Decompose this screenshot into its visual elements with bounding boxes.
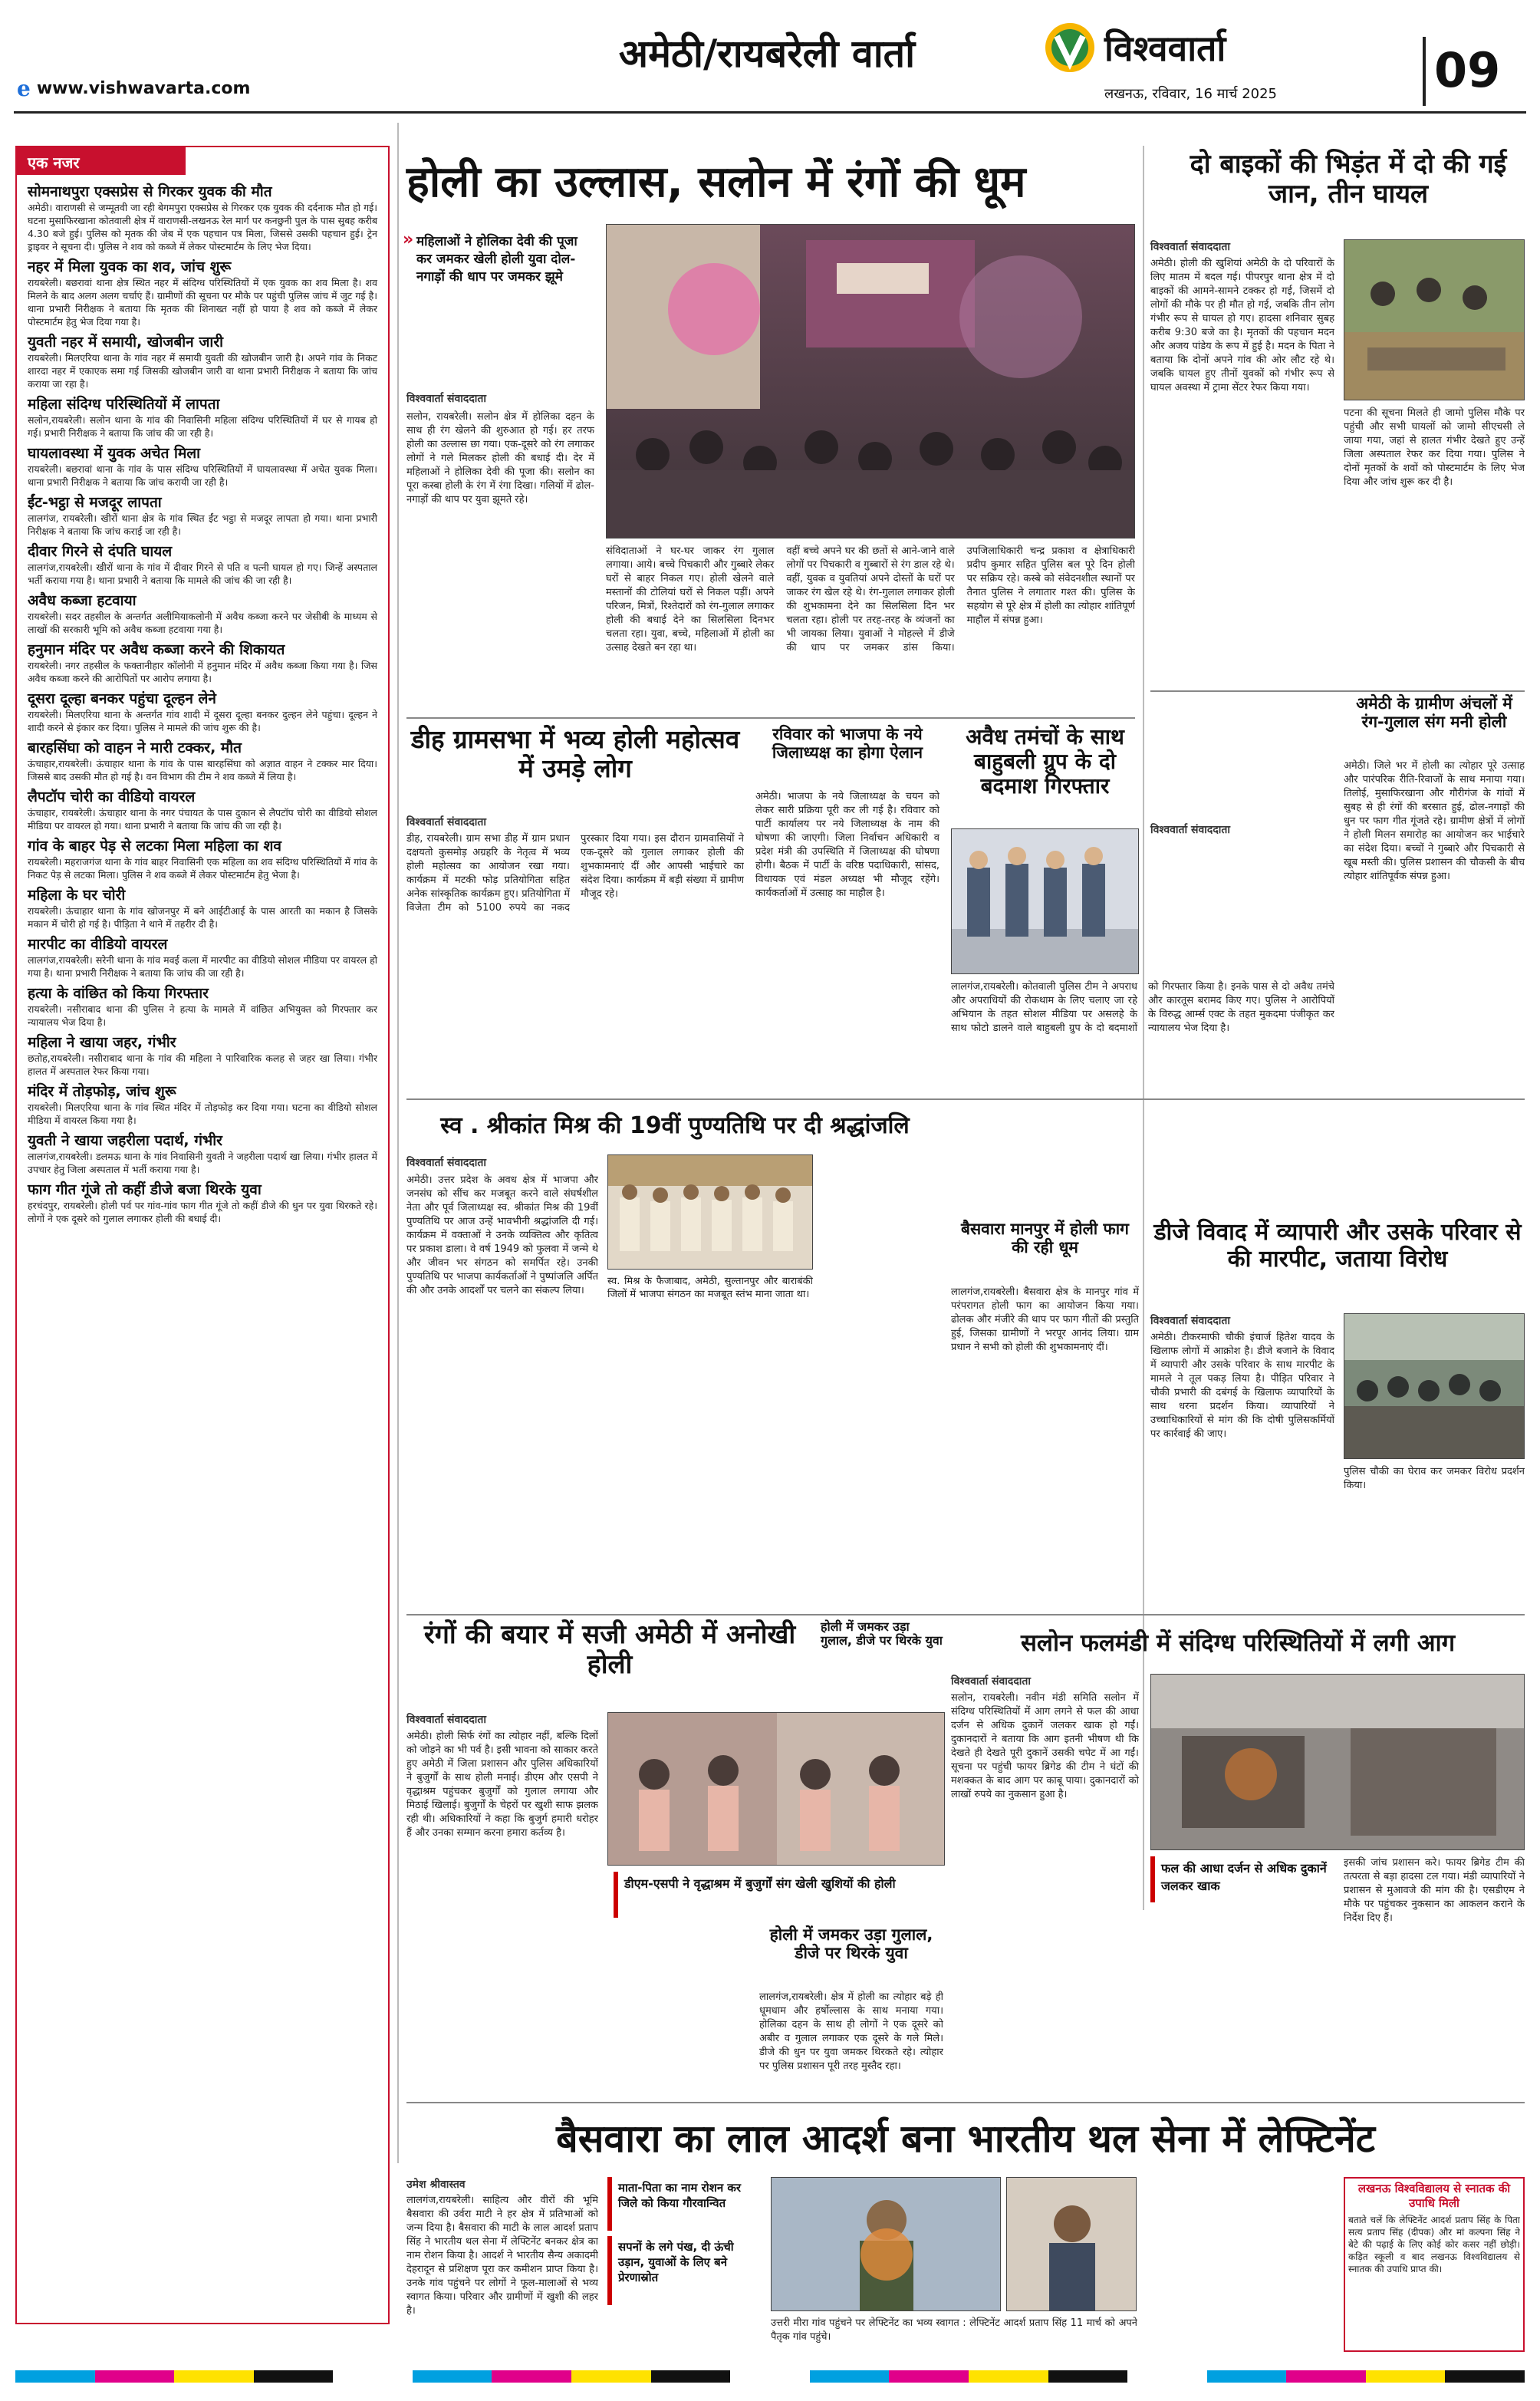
brief-text: हरचंदपुर, रायबरेली। होली पर्व पर गांव-गांव फाग गीत गूंजे तो कहीं डीजे की धुन पर युवा थिरकते रहे। लोगों ने एक दूसरे को गुलाल लगाकर होली की बधाई दी। xyxy=(28,1200,377,1224)
briefs-list xyxy=(17,175,388,1233)
brief-headline: महिला ने खाया जहर, गंभीर xyxy=(28,1034,176,1051)
logo xyxy=(1043,17,1396,78)
bike-caption: पटना की सूचना मिलते ही जामो पुलिस मौके पर पहुंची और सभी घायलों को जामो सीएचसी ले जाया गया, जहां से हालत गंभीर देखते हुए उन्हें जिला अस्पताल रेफर कर दिया गया। पुलिस ने दोनों मृतकों के शवों को पोस्टमार्टम के लिए भेज दिया और जांच शुरू कर दी है। xyxy=(1344,407,1525,488)
brief-text: लालगंज,रायबरेली। सरेनी थाना के गांव मवई कला में मारपीट का वीडियो सोशल मीडिया पर वायरल हो गया है। थाना प्रभारी निरीक्षक ने बताया कि जांच की जा रही है। xyxy=(28,954,377,979)
brief-text: रायबरेली। मिलएरिया थाना के गांव स्थित मंदिर में तोड़फोड़ कर दिया गया। घटना का वीडियो सोशल मीडिया में वायरल किया गया है। xyxy=(28,1102,377,1126)
brief-text: रायबरेली। नगर तहसील के फक्तानीहार कॉलोनी में हनुमान मंदिर में अवैध कब्जा किया गया है। जिस अवैध कब्जा करने की आरोपितों पर आरोप लगाया है। xyxy=(28,660,377,684)
brief-headline: मारपीट का वीडियो वायरल xyxy=(28,936,168,953)
gulal-body: लालगंज,रायबरेली। क्षेत्र में होली का त्योहार बड़े ही धूमधाम और हर्षोल्लास के साथ मनाया गया। होलिका दहन के साथ ही लोगों ने एक दूसरे को अबीर व गुलाल लगाकर एक दूसरे के गले मिले। डीजे की धुन पर युवा जमकर थिरकते रहे। त्योहार पर पुलिस प्रशासन पूरी तरह मुस्तैद रहा। xyxy=(759,1991,943,2072)
brief-text: ऊंचाहार, रायबरेली। ऊंचाहार थाना के नगर पंचायत के पास दुकान से लैपटॉप चोरी का वीडियो सोशल मीडिया पर वायरल हो गया। थाना प्रभारी ने बताया कि जांच की जा रही है। xyxy=(28,807,377,832)
ie-icon: e xyxy=(17,75,31,101)
deeh-headline: डीह ग्रामसभा में भव्य होली महोत्सव में उमड़े लोग xyxy=(410,724,740,783)
army-pull-2: सपनों के लगे पंख, दी ऊंची उड़ान, युवाओं के लिए बने प्रेरणास्रोत xyxy=(607,2236,761,2305)
brief-headline: नहर में मिला युवक का शव, जांच शुरू xyxy=(28,259,232,275)
army-byline: उमेश श्रीवास्तव xyxy=(406,2179,466,2191)
brief-headline: लैपटॉप चोरी का वीडियो वायरल xyxy=(28,789,196,805)
logo-mark-icon xyxy=(1043,21,1097,74)
holi-crowd-photo xyxy=(606,224,1135,538)
rangon-pull-quote: डीएम-एसपी ने वृद्धाश्रम में बुजुर्गों संग खेली खुशियों की होली xyxy=(614,1872,936,1918)
shrikant-byline: विश्ववार्ता संवाददाता xyxy=(406,1157,487,1169)
bike-byline: विश्ववार्ता संवाददाता xyxy=(1150,241,1231,253)
arms-photo xyxy=(951,828,1139,974)
fag-body: लालगंज,रायबरेली। बैसवारा क्षेत्र के मानपुर गांव में परंपरागत होली फाग का आयोजन किया गया। ढोलक और मंजीरे की थाप पर फाग गीतों की प्रस्तुति हुई, जिसका ग्रामीणों ने भरपूर आनंद लिया। ग्राम प्रधान ने सभी को होली की शुभकामनाएं दीं। xyxy=(951,1286,1139,1353)
gulal-headline-main: होली में जमकर उड़ा गुलाल, डीजे पर थिरके युवा xyxy=(769,1925,933,1963)
army-pull-1: माता-पिता का नाम रोशन कर जिले को किया गौरवान्वित xyxy=(607,2177,761,2231)
lead-body-more: वहीं बच्चे अपने घर की छतों से आने-जाने वाले लोगों पर पिचकारी व गुब्बारों से रंग डाल रहे थे। वहीं, युवक व युवतियां अपने दोस्तों के घरों पर जाकर रंग खेल रहे थे। रंग-गुलाल लगाकर होली की शुभकामना देने का सिलसिला दिन भर चलता रहा। होली पर तरह-तरह के व्यंजनों का भी जायका लिया। युवाओं ने मोहल्ले में डीजे की धाप पर जमकर डांस किया। उपजिलाधिकारी चन्द्र प्रकाश व क्षेत्राधिकारी प्रदीप कुमार सहित पुलिस बल पूरे दिन होली पर सक्रिय रहे। कस्बे को संवेदनशील स्थानों पर तैनात पुलिस ने लगातार गश्त की। पुलिस के सहयोग से पूरे क्षेत्र में होली का त्योहार शांतिपूर्ण माहौल में संपन्न हुआ। xyxy=(786,545,1135,654)
brief-headline: बारहसिंघा को वाहन ने मारी टक्कर, मौत xyxy=(28,739,242,756)
army-headline: बैसवारा का लाल आदर्श बना भारतीय थल सेना में लेफ्टिनेंट xyxy=(556,2116,1375,2161)
brief-headline: दीवार गिरने से दंपति घायल xyxy=(28,543,173,560)
brief-headline: हनुमान मंदिर पर अवैध कब्जा करने की शिकायत xyxy=(28,641,285,658)
masthead-rule xyxy=(14,111,1526,114)
rule xyxy=(406,1098,1525,1100)
rule xyxy=(406,2102,1525,2103)
brief-headline: महिला संदिग्ध परिस्थितियों में लापता xyxy=(28,396,220,413)
rangon-body: अमेठी। होली सिर्फ रंगों का त्योहार नहीं, बल्कि दिलों को जोड़ने का भी पर्व है। इसी भावना को साकार करते हुए अमेठी में जिला प्रशासन और पुलिस अधिकारियों ने बुजुर्गों के साथ होली मनाई। डीएम और एसपी ने वृद्धाश्रम पहुंचकर बुजुर्गों को गुलाल लगाया और मिठाई खिलाई। बुजुर्गों के चेहरों पर खुशी साफ झलक रही थी। अधिकारियों ने कहा कि बुजुर्ग हमारी धरोहर हैं और उनका सम्मान करना हमारा कर्तव्य है। xyxy=(406,1731,598,1839)
dj-body: अमेठी। टीकरमाफी चौकी इंचार्ज हितेश यादव के खिलाफ लोगों में आक्रोश है। डीजे बजाने के विवाद में व्यापारी और उसके परिवार के साथ मारपीट के मामले ने तूल पकड़ लिया है। पीड़ित परिवार ने चौकी प्रभारी की दबंगई के खिलाफ व्यापारियों के साथ धरना प्रदर्शन किया। व्यापारियों ने उच्चाधिकारियों से मांग की कि दोषी पुलिसकर्मियों पर कार्रवाई की जाए। xyxy=(1150,1332,1334,1440)
brief-text: लालगंज, रायबरेली। खीरों थाना क्षेत्र के गांव स्थित ईंट भट्ठा से मजदूर लापता हो गया। थाना प्रभारी निरीक्षक ने बताया कि जांच कराई जा रही है। xyxy=(28,512,377,537)
bjp-headline: रविवार को भाजपा के नये जिलाध्यक्ष का होगा ऐलान xyxy=(772,725,923,762)
deeh-body: डीह, रायबरेली। ग्राम सभा डीह में ग्राम प्रधान दक्षयतो कुसमोड़ अग्रहरि के नेतृत्व में भव्य होली महोत्सव का आयोजन रखा गया। कार्यक्रम में मटकी फोड़ प्रतियोगिता सहित अनेक सांस्कृतिक कार्यक्रम हुए। प्रतियोगिता में विजेता टीम को 5100 रुपये का नकद पुरस्कार दिया गया। इस दौरान ग्रामवासियों ने एक-दूसरे को गुलाल लगाकर होली की शुभकामनाएं दीं और आपसी भाईचारे का संदेश दिया। कार्यक्रम में बड़ी संख्या में ग्रामीण मौजूद रहे। xyxy=(406,833,744,914)
brief-headline: युवती ने खाया जहरीला पदार्थ, गंभीर xyxy=(28,1132,222,1149)
army-sidebar xyxy=(1344,2177,1525,2352)
brief-headline: महिला के घर चोरी xyxy=(28,887,126,904)
lead-body-col2: संविदाताओं ने घर-घर जाकर रंग गुलाल लगाया। आये। बच्चे पिचकारी और गुब्बारे लेकर घरों से बाहर निकल गए। होली खेलने वाले मस्तानों की टोलियां घरों से निकल पड़ीं। अपने परिजन, मित्रों, रिश्तेदारों को रंग-गुलाल लगाकर होली की बधाई देने का सिलसिला दिनभर चलता रहा। युवा, बच्चे, महिलाओं में होली का उत्साह देखते बन रहा था। वहीं बच्चे अपने घर की छतों से आने-जाने वाले लोगों पर पिचकारी व गुब्बारों से रंग डाल रहे थे। वहीं, युवक व युवतियां अपने दोस्तों के घरों पर जाकर रंग खेल रहे थे। रंग-गुलाल लगाकर होली की शुभकामना देने का सिलसिला दिन भर चलता रहा। होली पर तरह-तरह के व्यंजनों का भी जायका लिया। युवाओं ने मोहल्ले में डीजे की धाप पर जमकर डांस किया। उपजिलाधिकारी चन्द्र प्रकाश व क्षेत्राधिकारी प्रदीप कुमार सहित पुलिस बल पूरे दिन होली पर सक्रिय रहे। कस्बे को संवेदनशील स्थानों पर तैनात पुलिस ने लगातार गश्त की। पुलिस के सहयोग से पूरे क्षेत्र में होली का त्योहार शांतिपूर्ण माहौल में संपन्न हुआ। xyxy=(606,545,1135,654)
army-caption: उत्तरी मीरा गांव पहुंचने पर लेफ्टिनेंट का भव्य स्वागत : लेफ्टिनेंट आदर्श प्रताप सिंह 11 मार्च को अपने पैतृक गांव पहुंचे। xyxy=(771,2317,1137,2343)
fag-headline: बैसवारा मानपुर में होली फाग की रही धूम xyxy=(960,1220,1130,1257)
dj-caption: पुलिस चौकी का घेराव कर जमकर विरोध प्रदर्शन किया। xyxy=(1344,1466,1525,1491)
ek-nazar-label: एक नजर xyxy=(17,147,186,175)
website-url[interactable]: www.vishwavarta.com xyxy=(36,78,251,98)
brief-headline: ईंट-भट्ठा से मजदूर लापता xyxy=(28,494,162,511)
arms-headline: अवैध तमंचों के साथ बाहुबली ग्रुप के दो बदमाश गिरफ्तार xyxy=(966,724,1124,799)
brief-text: रायबरेली। मिलएरिया थाना के गांव नहर में समायी युवती की खोजबीन जारी है। अपने गांव के निकट शारदा नहर में एकाएक समा गई जिसकी खोजबीन जारी वा थाना प्रभारी निरीक्षक ने बताया कि जांच कराया जा रहा है। xyxy=(28,352,377,390)
brief-text: रायबरेली। बछरावां थाना के गांव के पास संदिग्ध परिस्थितियों में घायलावस्था में अचेत युवक मिला। थाना प्रभारी निरीक्षक ने बताया कि जांच करायी जा रही है। xyxy=(28,463,377,488)
bike-accident-photo xyxy=(1344,239,1525,400)
army-photo-1 xyxy=(771,2177,1001,2311)
army-sidebar-body: बताते चलें कि लेफ्टिनेंट आदर्श प्रताप सिंह के पिता सत्य प्रताप सिंह (दीपक) और मां कल्पना सिंह ने बेटे की पढ़ाई के लिए कोई कोर कसर नहीं छोड़ी। कड़ित स्कूली व बाद लखनऊ विश्वविद्यालय से स्नातक की उपाधि प्राप्त की। xyxy=(1348,2215,1520,2274)
logo-text: विश्ववार्ता xyxy=(1104,28,1226,69)
dj-protest-photo xyxy=(1344,1313,1525,1459)
dateline: लखनऊ, रविवार, 16 मार्च 2025 xyxy=(1104,86,1278,102)
brief-headline: गांव के बाहर पेड़ से लटका मिला महिला का शव xyxy=(28,838,281,855)
army-body: लालगंज,रायबरेली। साहित्य और वीरों की भूमि बैसवारा की उर्वरा माटी ने हर क्षेत्र में प्रतिभाओं को जन्म दिया है। बैसवारा की माटी के लाल आदर्श प्रताप सिंह ने भारतीय थल सेना में लेफ्टिनेंट बनकर क्षेत्र का नाम रोशन किया है। आदर्श ने भारतीय सैन्य अकादमी देहरादून से प्रशिक्षण पूरा कर कमीशन प्राप्त किया है। उनके गांव पहुंचने पर लोगों ने फूल-मालाओं से भव्य स्वागत किया। परिवार और ग्रामीणों में खुशी की लहर है। xyxy=(406,2195,598,2317)
rangon-headline: रंगों की बयार में सजी अमेठी में अनोखी होली xyxy=(423,1619,796,1681)
brief-text: छतोह,रायबरेली। नसीराबाद थाना के गांव की महिला ने पारिवारिक कलह से जहर खा लिया। गंभीर हालत में अस्पताल रेफर किया गया। xyxy=(28,1052,377,1077)
brief-text: ऊंचाहार,रायबरेली। ऊंचाहार थाना के गांव के पास बारहसिंघा को अज्ञात वाहन ने टक्कर मार दिया। जिससे बाद उसकी मौत हो गई है। वन विभाग की टीम ने शव कब्जे में लिया है। xyxy=(28,758,377,782)
brief-text: रायबरेली। सदर तहसील के अन्तर्गत अलीमियाकलोनी में अवैध कब्जा करने पर जेसीबी के माध्यम से लाखों की सरकारी भूमि को अवैध कब्जा हटवाया गया है। xyxy=(28,611,377,635)
rule xyxy=(406,1614,1525,1615)
brief-headline: युवती नहर में समायी, खोजबीन जारी xyxy=(28,334,224,351)
brief-text: रायबरेली। मिलएरिया थाना के अन्तर्गत गांव शादी में दूसरा दूल्हा बनकर दुल्हन लेने पहुंचा। दूल्हन ने शादी करने से इंकार कर दिया। पुलिस ने मामले की जांच शुरू की है। xyxy=(28,709,377,733)
amethi-holi-headline: अमेठी के ग्रामीण अंचलों में रंग-गुलाल संग मनी होली xyxy=(1356,694,1512,732)
shrikant-caption: स्व. मिश्र के फैजाबाद, अमेठी, सुल्तानपुर और बाराबंकी जिलों में भाजपा संगठन का मजबूत स्तंभ माना जाता था। xyxy=(607,1276,813,1300)
dj-byline: विश्ववार्ता संवाददाता xyxy=(1150,1315,1231,1327)
army-body-2 xyxy=(1150,2177,1334,2352)
bike-body: अमेठी। होली की खुशियां अमेठी के दो परिवारों के लिए मातम में बदल गई। पीपरपुर थाना क्षेत्र में दो बाइकों की आमने-सामने टक्कर हो गई, जिसमें दो लोगों की मौके पर ही मौत हो गई, जबकि तीन लोग गंभीर रूप से घायल हो गए। हादसा शनिवार सुबह करीब 9:30 बजे का है। मृतकों की पहचान मदन और अजय पांडेय के रूप में हुई है। मदन के पिता ने बताया कि दोनों अपने गांव की ओर लौट रहे थे। जबकि घायल हुए तीनों युवकों को गंभीर रूप से घायल अवस्था में ट्रामा सेंटर रेफर किया गया। xyxy=(1150,258,1334,394)
ek-nazar-column xyxy=(15,146,390,2324)
brief-headline: हत्या के वांछित को किया गिरफ्तार xyxy=(28,985,209,1002)
lead-byline: विश्ववार्ता संवाददाता xyxy=(406,393,487,405)
amethi-holi-body: अमेठी। जिले भर में होली का त्योहार पूरे उत्साह और पारंपरिक रीति-रिवाजों के साथ मनाया गया। तिलोई, मुसाफिरखाना और गौरीगंज के गांवों में सुबह से ही रंगों की बरसात हुई, ढोल-नगाड़ों की धुन पर फाग गीत गूंजते रहे। ग्रामीण क्षेत्रों में लोगों ने होली मिलन समारोह का आयोजन कर भाईचारे का संदेश दिया। बच्चों ने गुब्बारे और पिचकारी से खूब मस्ती की। पुलिस प्रशासन की चौकसी के बीच त्योहार शांतिपूर्वक संपन्न हुआ। xyxy=(1344,760,1525,882)
column-rule xyxy=(397,123,399,2163)
brief-headline: फाग गीत गूंजे तो कहीं डीजे बजा थिरके युवा xyxy=(28,1181,262,1198)
rangon-photo xyxy=(607,1712,945,1866)
army-photo-2 xyxy=(1006,2177,1137,2311)
brief-text: सलोन,रायबरेली। सलोन थाना के गांव की निवासिनी महिला संदिग्ध परिस्थितियों में घर से गायब हो गई। प्रभारी निरीक्षक ने बताया कि जांच की जा रही है। xyxy=(28,414,377,439)
newspaper-page: e www.vishwavarta.com अमेठी/रायबरेली वार्ता विश्ववार्ता लखनऊ, रविवार, 16 मार्च 2025 09 एक नजर सोमनाथपुरा एक्सप्रेस से गिरकर युवक की मौत अमेठी। वाराणसी से जम्मूतवी जा रही बेगमपुरा एक्सप्रेस से गिरकर एक युवक की दर्दनाक मौत हो गई। घटना मुसाफिरखाना कोतवाली क्षेत्र में वाराणसी-लखनऊ रेल मार्ग पर कनछुनी पुल के पास सुबह करीब 4.30 बजे हुई। पुलिस को मृतक की जेब में एक पहचान पत्र मिला, जिससे उसकी पहचान हुई। ट्रेन ड्राइवर ने सूचना दी। पुलिस ने शव को कब्जे में लेकर पोस्टमार्टम के लिए भेज दिया। नहर में मिला युवक का शव, जांच शुरू रायबरेली। बछरावां थाना क्षेत्र स्थित नहर में संदिग्ध परिस्थितियों में एक युवक का शव मिला है। शव मिलने के बाद अलग अलग चर्चाएं हैं। ग्रामीणों की सूचना पर मौके पर पहुंची पुलिस जांच में जुट गई है। थाना प्रभारी निरीक्षक ने बताया कि मृतक की शिनाख्त नहीं हो पाया है शव को कब्जे में लेकर पोस्टमार्टम हेतु भेज दिया गया है। युवती नहर में समायी, खोजबीन जारी रायबरेली। मिलएरिया थाना के गांव नहर में समायी युवती की खोजबीन जारी है। अपने गांव के निकट शारदा नहर में एकाएक समा गई जिसकी खोजबीन जारी वा थाना प्रभारी निरीक्षक ने बताया कि जांच कराया जा रहा है। महिला संदिग्ध परिस्थितियों में लापता सलोन,रायबरेली। सलोन थाना के गांव की निवासिनी महिला संदिग्ध परिस्थितियों में घर से गायब हो गई। प्रभारी निरीक्षक ने बताया कि जांच की जा रही है। घायलावस्था में युवक अचेत मिला रायबरेली। बछरावां थाना के गांव के पास संदिग्ध परिस्थितियों में घायलावस्था में अचेत युवक मिला। थाना प्रभारी निरीक्षक ने बताया कि जांच करायी जा रही है। ईंट-भट्ठा से मजदूर लापता लालगंज, रायबरेली। खीरों थाना क्षेत्र के गांव स्थित ईंट भट्ठा से मजदूर लापता हो गया। थाना प्रभारी निरीक्षक ने बताया कि जांच कराई जा रही है। दीवार गिरने से दंपति घायल लालगंज,रायबरेली। खीरों थाना के गांव में दीवार गिरने से पति व पत्नी घायल हो गए। जिन्हें अस्पताल भर्ती कराया गया है। थाना प्रभारी ने बताया कि मामले की जांच की जा रही है। अवैध कब्जा हटवाया रायबरेली। सदर तहसील के अन्तर्गत अलीमियाकलोनी में अवैध कब्जा करने पर जेसीबी के माध्यम से लाखों की सरकारी भूमि को अवैध कब्जा हटवाया गया है। हनुमान मंदिर पर अवैध कब्जा करने की शिकायत रायबरेली। नगर तहसील के फक्तानीहार कॉलोनी में हनुमान मंदिर में अवैध कब्जा किया गया है। जिस अवैध कब्जा करने की आरोपितों पर आरोप लगाया है। दूसरा दूल्हा बनकर पहुंचा दूल्हन लेने रायबरेली। मिलएरिया थाना के अन्तर्गत गांव शादी में दूसरा दूल्हा बनकर दुल्हन लेने पहुंचा। दूल्हन ने शादी करने से इंकार कर दिया। पुलिस ने मामले की जांच शुरू की है। बारहसिंघा को वाहन ने मारी टक्कर, मौत ऊंचाहार,रायबरेली। ऊंचाहार थाना के गांव के पास बारहसिंघा को अज्ञात वाहन ने टक्कर मार दिया। जिससे बाद उसकी मौत हो गई है। वन विभाग की टीम ने शव कब्जे में लिया है। लैपटॉप चोरी का वीडियो वायरल ऊंचाहार, रायबरेली। ऊंचाहार थाना के नगर पंचायत के पास दुकान से लैपटॉप चोरी का वीडियो सोशल मीडिया पर वायरल हो गया। थाना प्रभारी ने बताया कि जांच की जा रही है। गांव के बाहर पेड़ से लटका मिला महिला का शव रायबरेली। महराजगंज थाना के गांव बाहर निवासिनी एक महिला का शव संदिग्ध परिस्थितियों में गांव के निकट पेड़ से लटका मिला। पुलिस ने शव कब्जे में लेकर पोस्टमार्टम हेतु भेजा है। महिला के घर चोरी रायबरेली। ऊंचाहार थाना के गांव खोजनपुर में बने आईटीआई के पास आरती का मकान है जिसके मकान में चोरी हो गई है। पीड़िता ने थाने में तहरीर दी है। मारपीट का वीडियो वायरल लालगंज,रायबरेली। सरेनी थाना के गांव मवई कला में मारपीट का वीडियो सोशल मीडिया पर वायरल हो गया है। थाना प्रभारी निरीक्षक ने बताया कि जांच की जा रही है। हत्या के वांछित को किया गिरफ्तार रायबरेली। नसीराबाद थाना की पुलिस ने हत्या के मामले में वांछित अभियुक्त को गिरफ्तार कर न्यायालय भेज दिया है। महिला ने खाया जहर, गंभीर छतोह,रायबरेली। नसीराबाद थाना के गांव की महिला ने पारिवारिक कलह से जहर खा लिया। गंभीर हालत में अस्पताल रेफर किया गया। मंदिर में तोड़फोड़, जांच शुरू रायबरेली। मिलएरिया थाना के गांव स्थित मंदिर में तोड़फोड़ कर दिया गया। घटना का वीडियो सोशल मीडिया में वायरल किया गया है। युवती ने खाया जहरीला पदार्थ, गंभीर लालगंज,रायबरेली। डलमऊ थाना के गांव निवासिनी युवती ने जहरीला पदार्थ खा लिया। गंभीर हालत में उपचार हेतु जिला अस्पताल में भर्ती कराया गया है। फाग गीत गूंजे तो कहीं डीजे बजा थिरके युवा हरचंदपुर, रायबरेली। होली पर्व पर गांव-गांव फाग गीत गूंजे तो कहीं डीजे की धुन पर युवा थिरकते रहे। लोगों ने एक दूसरे को गुलाल लगाकर होली की बधाई दी। होली का उल्लास, सलोन में रंगों की धूम महिलाओं ने होलिका देवी की पूजा कर जमकर खेली होली युवा दोल-नगाड़ों की धाप पर जमकर झूमे » विश्ववार्ता संवाददाता सलोन, रायबरेली। सलोन क्षेत्र में होलिका दहन के साथ ही रंग खेलने की शुरुआत हो गई। हर तरफ होली का उल्लास छा गया। एक-दूसरे को रंग लगाकर लोगों ने गले मिलकर होली की बधाई दी। देर में महिलाओं ने होलिका देवी की पूजा की। सलोन का पूरा कस्बा होली के रंग में रंगा दिखा। गलियों में ढोल-नगाड़ों की थाप पर युवा झूमते रहे। संविदाताओं ने घर-घर जाकर रंग गुलाल लगाया। आये। बच्चे पिचकारी और गुब्बारे लेकर घरों से बाहर निकल गए। होली खेलने वाले मस्तानों की टोलियां घरों से निकल पड़ीं। अपने परिजन, मित्रों, रिश्तेदारों को रंग-गुलाल लगाकर होली की बधाई देने का सिलसिला दिनभर चलता रहा। युवा, बच्चे, महिलाओं में होली का उत्साह देखते बन रहा था। वहीं बच्चे अपने घर की छतों से आने-जाने वाले लोगों पर पिचकारी व गुब्बारों से रंग डाल रहे थे। वहीं, युवक व युवतियां अपने दोस्तों के घरों पर जाकर रंग खेल रहे थे। रंग-गुलाल लगाकर होली की शुभकामना देने का सिलसिला दिन भर चलता रहा। होली पर तरह-तरह के व्यंजनों का भी जायका लिया। युवाओं ने मोहल्ले में डीजे की धाप पर जमकर डांस किया। उपजिलाधिकारी चन्द्र प्रकाश व क्षेत्राधिकारी प्रदीप कुमार सहित पुलिस बल पूरे दिन होली पर सक्रिय रहे। कस्बे को संवेदनशील स्थानों पर तैनात पुलिस ने लगातार गश्त की। पुलिस के सहयोग से पूरे क्षेत्र में होली का त्योहार शांतिपूर्ण माहौल में संपन्न हुआ। दो बाइकों की भिड़ंत में दो की गई जान, तीन घायल विश्ववार्ता संवाददाता अमेठी। होली की खुशियां अमेठी के दो परिवारों के लिए मातम में बदल गई। पीपरपुर थाना क्षेत्र में दो बाइकों की आमने-सामने टक्कर हो गई, जिसमें दो लोगों की मौके पर ही मौत हो गई, जबकि तीन लोग गंभीर रूप से घायल हो गए। हादसा शनिवार सुबह करीब 9:30 बजे का है। मृतकों की पहचान मदन और अजय पांडेय के रूप में हुई है। मदन के पिता ने बताया कि दोनों अपने गांव की ओर लौट रहे थे। जबकि घायल हुए तीनों युवकों को गंभीर रूप से घायल अवस्था में ट्रामा सेंटर रेफर किया गया। पटना की सूचना मिलते ही जामो पुलिस मौके पर पहुंची और सभी घायलों को जामो सीएचसी ले जाया गया, जहां से हालत गंभीर देखते हुए उन्हें जिला अस्पताल रेफर कर दिया गया। पुलिस ने दोनों मृतकों के शवों को पोस्टमार्टम के लिए भेज दिया और जांच शुरू कर दी है। डीह ग्रामसभा में भव्य होली महोत्सव में उमड़े लोग विश्ववार्ता संवाददाता डीह, रायबरेली। ग्राम सभा डीह में ग्राम प्रधान दक्षयतो कुसमोड़ अग्रहरि के नेतृत्व में भव्य होली महोत्सव का आयोजन रखा गया। कार्यक्रम में मटकी फोड़ प्रतियोगिता सहित अनेक सांस्कृतिक कार्यक्रम हुए। प्रतियोगिता में विजेता टीम को 5100 रुपये का नकद पुरस्कार दिया गया। इस दौरान ग्रामवासियों ने एक-दूसरे को गुलाल लगाकर होली की शुभकामनाएं दीं और आपसी भाईचारे का संदेश दिया। कार्यक्रम में बड़ी संख्या में ग्रामीण मौजूद रहे। रविवार को भाजपा के नये जिलाध्यक्ष का होगा ऐलान अमेठी। भाजपा के नये जिलाध्यक्ष के चयन को लेकर सारी प्रक्रिया पूरी कर ली गई है। रविवार को पार्टी कार्यालय पर नये जिलाध्यक्ष के नाम की घोषणा की जाएगी। जिला निर्वाचन अधिकारी व प्रदेश मंत्री की उपस्थिति में जिलाध्यक्ष की घोषणा होगी। बैठक में पार्टी के वरिष्ठ पदाधिकारी, सांसद, विधायक एवं मंडल अध्यक्ष भी मौजूद रहेंगे। कार्यकर्ताओं में उत्साह का माहौल है। अवैध तमंचों के साथ बाहुबली ग्रुप के दो बदमाश गिरफ्तार विश्ववार्ता संवाददाता लालगंज,रायबरेली। कोतवाली पुलिस टीम ने अपराध और अपराधियों की रोकथाम के लिए चलाए जा रहे अभियान के तहत सोशल मीडिया पर असलहे के साथ फोटो डालने वाले बाहुबली ग्रुप के दो बदमाशों को गिरफ्तार किया है। इनके पास से दो अवैध तमंचे और कारतूस बरामद किए गए। पुलिस ने आरोपियों के विरुद्ध आर्म्स एक्ट के तहत मुकदमा पंजीकृत कर न्यायालय भेज दिया है। अमेठी के ग्रामीण अंचलों में रंग-गुलाल संग मनी होली अमेठी। जिले भर में होली का त्योहार पूरे उत्साह और पारंपरिक रीति-रिवाजों के साथ मनाया गया। तिलोई, मुसाफिरखाना और गौरीगंज के गांवों में सुबह से ही रंगों की बरसात हुई, ढोल-नगाड़ों की धुन पर फाग गीत गूंजते रहे। ग्रामीण क्षेत्रों में लोगों ने होली मिलन समारोह का आयोजन कर भाईचारे का संदेश दिया। बच्चों ने गुब्बारे और पिचकारी से खूब मस्ती की। पुलिस प्रशासन की चौकसी के बीच त्योहार शांतिपूर्वक संपन्न हुआ। स्व . श्रीकांत मिश्र की 19वीं पुण्यतिथि पर दी श्रद्धांजलि विश्ववार्ता संवाददाता अमेठी। उत्तर प्रदेश के अवध क्षेत्र में भाजपा और जनसंघ को सींच कर मजबूत करने वाले संघर्षशील नेता और पूर्व जिलाध्यक्ष स्व. श्रीकांत मिश्र की 19वीं पुण्यतिथि पर आज उन्हें भावभीनी श्रद्धांजलि दी गई। कार्यक्रम में वक्ताओं ने उनके व्यक्तित्व और कृतित्व पर प्रकाश डाला। वे वर्ष 1949 को फुलवा में जन्मे थे और जीवन भर संगठन को समर्पित रहे। उनकी पुण्यतिथि पर भाजपा कार्यकर्ताओं ने पुष्पांजलि अर्पित की और उनके आदर्शों पर चलने का संकल्प लिया। स्व. मिश्र के फैजाबाद, अमेठी, सुल्तानपुर और बाराबंकी जिलों में भाजपा संगठन का मजबूत स्तंभ माना जाता था। बैसवारा मानपुर में होली फाग की रही धूम लालगंज,रायबरेली। बैसवारा क्षेत्र के मानपुर गांव में परंपरागत होली फाग का आयोजन किया गया। ढोलक और मंजीरे की थाप पर फाग गीतों की प्रस्तुति हुई, जिसका ग्रामीणों ने भरपूर आनंद लिया। ग्राम प्रधान ने सभी को होली की शुभकामनाएं दीं। डीजे विवाद में व्यापारी और उसके परिवार से की मारपीट, जताया विरोध विश्ववार्ता संवाददाता अमेठी। टीकरमाफी चौकी इंचार्ज हितेश यादव के खिलाफ लोगों में आक्रोश है। डीजे बजाने के विवाद में व्यापारी और उसके परिवार के साथ मारपीट के मामले ने तूल पकड़ लिया है। पीड़ित परिवार ने चौकी प्रभारी की दबंगई के खिलाफ व्यापारियों के साथ धरना प्रदर्शन किया। व्यापारियों ने उच्चाधिकारियों से मांग की कि दोषी पुलिसकर्मियों पर कार्रवाई की जाए। पुलिस चौकी का घेराव कर जमकर विरोध प्रदर्शन किया। रंगों की बयार में सजी अमेठी में अनोखी होली विश्ववार्ता संवाददाता अमेठी। होली सिर्फ रंगों का त्योहार नहीं, बल्कि दिलों को जोड़ने का भी पर्व है। इसी भावना को साकार करते हुए अमेठी में जिला प्रशासन और पुलिस अधिकारियों ने बुजुर्गों के साथ होली मनाई। डीएम और एसपी ने वृद्धाश्रम पहुंचकर बुजुर्गों को गुलाल लगाया और मिठाई खिलाई। बुजुर्गों के चेहरों पर खुशी साफ झलक रही थी। अधिकारियों ने कहा कि बुजुर्ग हमारी धरोहर हैं और उनका सम्मान करना हमारा कर्तव्य है। डीएम-एसपी ने वृद्धाश्रम में बुजुर्गों संग खेली खुशियों की होली होली में जमकर उड़ा गुलाल, डीजे पर थिरके युवा सलोन फलमंडी में संदिग्ध परिस्थितियों में लगी आग विश्ववार्ता संवाददाता सलोन, रायबरेली। नवीन मंडी समिति सलोन में संदिग्ध परिस्थितियों में आग लगने से फल की आधा दर्जन से अधिक दुकानें जलकर खाक हो गईं। दुकानदारों ने बताया कि आग इतनी भीषण थी कि देखते ही देखते पूरी दुकानें उसकी चपेट में आ गईं। सूचना पर पहुंची फायर ब्रिगेड की टीम ने घंटों की मशक्कत के बाद आग पर काबू पाया। दुकानदारों को लाखों रुपये का नुकसान हुआ है। फल की आधा दर्जन से अधिक दुकानें जलकर खाक इसकी जांच प्रशासन करे। फायर ब्रिगेड टीम की तत्परता से बड़ा हादसा टल गया। मंडी व्यापारियों ने प्रशासन से मुआवजे की मांग की है। एसडीएम ने मौके पर पहुंचकर नुकसान का आकलन कराने के निर्देश दिए हैं। होली में जमकर उड़ा गुलाल, डीजे पर थिरके युवा लालगंज,रायबरेली। क्षेत्र में होली का त्योहार बड़े ही धूमधाम और हर्षोल्लास के साथ मनाया गया। होलिका दहन के साथ ही लोगों ने एक दूसरे को अबीर व गुलाल लगाकर एक दूसरे के गले मिले। डीजे की धुन पर युवा जमकर थिरकते रहे। त्योहार पर पुलिस प्रशासन पूरी तरह मुस्तैद रहा। बैसवारा का लाल आदर्श बना भारतीय थल सेना में लेफ्टिनेंट उमेश श्रीवास्तव लालगंज,रायबरेली। साहित्य और वीरों की भूमि बैसवारा की उर्वरा माटी ने हर क्षेत्र में प्रतिभाओं को जन्म दिया है। बैसवारा की माटी के लाल आदर्श प्रताप सिंह ने भारतीय थल सेना में लेफ्टिनेंट बनकर क्षेत्र का नाम रोशन किया है। आदर्श ने भारतीय सैन्य अकादमी देहरादून से प्रशिक्षण पूरा कर कमीशन प्राप्त किया है। उनके गांव पहुंचने पर लोगों ने फूल-मालाओं से भव्य स्वागत किया। परिवार और ग्रामीणों में खुशी की लहर है। माता-पिता का नाम रोशन कर जिले को किया गौरवान्वित सपनों के लगे पंख, दी ऊंची उड़ान, युवाओं के लिए बने प्रेरणास्रोत उत्तरी मीरा गांव पहुंचने पर लेफ्टिनेंट का भव्य स्वागत : लेफ्टिनेंट आदर्श प्रताप सिंह 11 मार्च को अपने पैतृक गांव पहुंचे। लखनऊ विश्वविद्यालय से स्नातक की उपाधि मिली बताते चलें कि लेफ्टिनेंट आदर्श प्रताप सिंह के पिता सत्य प्रताप सिंह (दीपक) और मां कल्पना सिंह ने बेटे की पढ़ाई के लिए कोई कोर कसर नहीं छोड़ी। कड़ित स्कूली व बाद लखनऊ विश्वविद्यालय से स्नातक की उपाधि प्राप्त की। xyxy=(0,0,1540,2401)
brief-text: लालगंज,रायबरेली। डलमऊ थाना के गांव निवासिनी युवती ने जहरीला पदार्थ खा लिया। गंभीर हालत में उपचार हेतु जिला अस्पताल में भर्ती कराया गया है। xyxy=(28,1151,377,1175)
rule xyxy=(1150,690,1525,692)
dj-headline: डीजे विवाद में व्यापारी और उसके परिवार से की मारपीट, जताया विरोध xyxy=(1153,1219,1522,1273)
brief-headline: अवैध कब्जा हटवाया xyxy=(28,592,137,609)
brief-text: रायबरेली। नसीराबाद थाना की पुलिस ने हत्या के मामले में वांछित अभियुक्त को गिरफ्तार कर न्यायालय भेज दिया है। xyxy=(28,1003,377,1028)
brief-text: रायबरेली। बछरावां थाना क्षेत्र स्थित नहर में संदिग्ध परिस्थितियों में एक युवक का शव मिला है। शव मिलने के बाद अलग अलग चर्चाएं हैं। ग्रामीणों की सूचना पर मौके पर पहुंची पुलिस जांच में जुट गई है। थाना प्रभारी निरीक्षक ने बताया कि मृतक की शिनाख्त नहीं हो पाया है शव को कब्जे में लेकर पोस्टमार्टम हेतु भेज दिया गया है। xyxy=(28,277,377,328)
lead-headline: होली का उल्लास, सलोन में रंगों की धूम xyxy=(406,157,1026,207)
lead-pull-quote: महिलाओं ने होलिका देवी की पूजा कर जमकर खेली होली युवा दोल-नगाड़ों की धाप पर जमकर झूमे xyxy=(410,230,594,345)
lead-body-col1: सलोन, रायबरेली। सलोन क्षेत्र में होलिका दहन के साथ ही रंग खेलने की शुरुआत हो गई। हर तरफ होली का उल्लास छा गया। एक-दूसरे को रंग लगाकर लोगों ने गले मिलकर होली की बधाई दी। देर में महिलाओं ने होलिका देवी की पूजा की। सलोन का पूरा कस्बा होली के रंग में रंगा दिखा। गलियों में ढोल-नगाड़ों की थाप पर युवा झूमते रहे। xyxy=(406,411,594,506)
brief-text: रायबरेली। महराजगंज थाना के गांव बाहर निवासिनी एक महिला का शव संदिग्ध परिस्थितियों में गांव के निकट पेड़ से लटका मिला। पुलिस ने शव कब्जे में लेकर पोस्टमार्टम हेतु भेजा है। xyxy=(28,856,377,881)
army-sidebar-head: लखनऊ विश्वविद्यालय से स्नातक की उपाधि मिली xyxy=(1357,2182,1511,2210)
shrikant-body: अमेठी। उत्तर प्रदेश के अवध क्षेत्र में भाजपा और जनसंघ को सींच कर मजबूत करने वाले संघर्षशील नेता और पूर्व जिलाध्यक्ष स्व. श्रीकांत मिश्र की 19वीं पुण्यतिथि पर आज उन्हें भावभीनी श्रद्धांजलि दी गई। कार्यक्रम में वक्ताओं ने उनके व्यक्तित्व और कृतित्व पर प्रकाश डाला। वे वर्ष 1949 को फुलवा में जन्मे थे और जीवन भर संगठन को समर्पित रहे। उनकी पुण्यतिथि पर भाजपा कार्यकर्ताओं ने पुष्पांजलि अर्पित की और उनके आदर्शों पर चलने का संकल्प लिया। xyxy=(406,1174,598,1296)
chevron-icon: » xyxy=(403,230,414,249)
shrikant-photo xyxy=(607,1154,813,1270)
section-title: अमेठी/रायबरेली वार्ता xyxy=(618,31,916,76)
fire-pull-quote: फल की आधा दर्जन से अधिक दुकानें जलकर खाक xyxy=(1150,1856,1334,1902)
registration-strip xyxy=(15,2370,1525,2383)
website-row xyxy=(17,77,400,100)
fire-headline: सलोन फलमंडी में संदिग्ध परिस्थितियों में लगी आग xyxy=(1020,1629,1456,1657)
brief-text: लालगंज,रायबरेली। खीरों थाना के गांव में दीवार गिरने से पति व पत्नी घायल हो गए। जिन्हें अस्पताल भर्ती कराया गया है। थाना प्रभारी ने बताया कि मामले की जांच की जा रही है। xyxy=(28,562,377,586)
rule xyxy=(406,717,1135,719)
brief-text: रायबरेली। ऊंचाहार थाना के गांव खोजनपुर में बने आईटीआई के पास आरती का मकान है जिसके मकान में चोरी हो गई है। पीड़िता ने थाने में तहरीर दी है। xyxy=(28,905,377,930)
brief-headline: सोमनाथपुरा एक्सप्रेस से गिरकर युवक की मौत xyxy=(28,183,272,200)
fire-photo xyxy=(1150,1674,1525,1850)
brief-text: अमेठी। वाराणसी से जम्मूतवी जा रही बेगमपुरा एक्सप्रेस से गिरकर एक युवक की दर्दनाक मौत हो गई। घटना मुसाफिरखाना कोतवाली क्षेत्र में वाराणसी-लखनऊ रेल मार्ग पर कनछुनी पुल के पास सुबह करीब 4.30 बजे हुई। पुलिस को मृतक की जेब में एक पहचान पत्र मिला, जिससे उसकी पहचान हुई। ट्रेन ड्राइवर ने सूचना दी। पुलिस ने शव को कब्जे में लेकर पोस्टमार्टम के लिए भेज दिया। xyxy=(28,202,377,252)
fire-byline: विश्ववार्ता संवाददाता xyxy=(951,1675,1032,1688)
arms-byline: विश्ववार्ता संवाददाता xyxy=(1150,824,1231,836)
bjp-body: अमेठी। भाजपा के नये जिलाध्यक्ष के चयन को लेकर सारी प्रक्रिया पूरी कर ली गई है। रविवार को पार्टी कार्यालय पर नये जिलाध्यक्ष के नाम की घोषणा की जाएगी। जिला निर्वाचन अधिकारी व प्रदेश मंत्री की उपस्थिति में जिलाध्यक्ष की घोषणा होगी। बैठक में पार्टी के वरिष्ठ पदाधिकारी, सांसद, विधायक एवं मंडल अध्यक्ष भी मौजूद रहेंगे। कार्यकर्ताओं में उत्साह का माहौल है। xyxy=(755,791,939,899)
fire-body2: इसकी जांच प्रशासन करे। फायर ब्रिगेड टीम की तत्परता से बड़ा हादसा टल गया। मंडी व्यापारियों ने प्रशासन से मुआवजे की मांग की है। एसडीएम ने मौके पर पहुंचकर नुकसान का आकलन कराने के निर्देश दिए हैं। xyxy=(1344,1857,1525,1924)
rangon-byline: विश्ववार्ता संवाददाता xyxy=(406,1714,487,1726)
deeh-byline: विश्ववार्ता संवाददाता xyxy=(406,816,487,828)
brief-headline: घायलावस्था में युवक अचेत मिला xyxy=(28,445,201,462)
page-number: 09 xyxy=(1434,42,1501,98)
brief-headline: मंदिर में तोड़फोड़, जांच शुरू xyxy=(28,1083,176,1100)
brief-headline: दूसरा दूल्हा बनकर पहुंचा दूल्हन लेने xyxy=(28,690,216,707)
shrikant-headline: स्व . श्रीकांत मिश्र की 19वीं पुण्यतिथि पर दी श्रद्धांजलि xyxy=(440,1112,910,1139)
arms-body: लालगंज,रायबरेली। कोतवाली पुलिस टीम ने अपराध और अपराधियों की रोकथाम के लिए चलाए जा रहे अभियान के तहत सोशल मीडिया पर असलहे के साथ फोटो डालने वाले बाहुबली ग्रुप के दो बदमाशों को गिरफ्तार किया है। इनके पास से दो अवैध तमंचे और कारतूस बरामद किए गए। पुलिस ने आरोपियों के विरुद्ध आर्म्स एक्ट के तहत मुकदमा पंजीकृत कर न्यायालय भेज दिया है। xyxy=(951,981,1334,1034)
fire-body: सलोन, रायबरेली। नवीन मंडी समिति सलोन में संदिग्ध परिस्थितियों में आग लगने से फल की आधा दर्जन से अधिक दुकानें जलकर खाक हो गईं। दुकानदारों ने बताया कि आग इतनी भीषण थी कि देखते ही देखते पूरी दुकानें उसकी चपेट में आ गईं। सूचना पर पहुंची फायर ब्रिगेड की टीम ने घंटों की मशक्कत के बाद आग पर काबू पाया। दुकानदारों को लाखों रुपये का नुकसान हुआ है। xyxy=(951,1692,1139,1800)
bike-headline: दो बाइकों की भिड़ंत में दो की गई जान, तीन घायल xyxy=(1190,149,1507,210)
